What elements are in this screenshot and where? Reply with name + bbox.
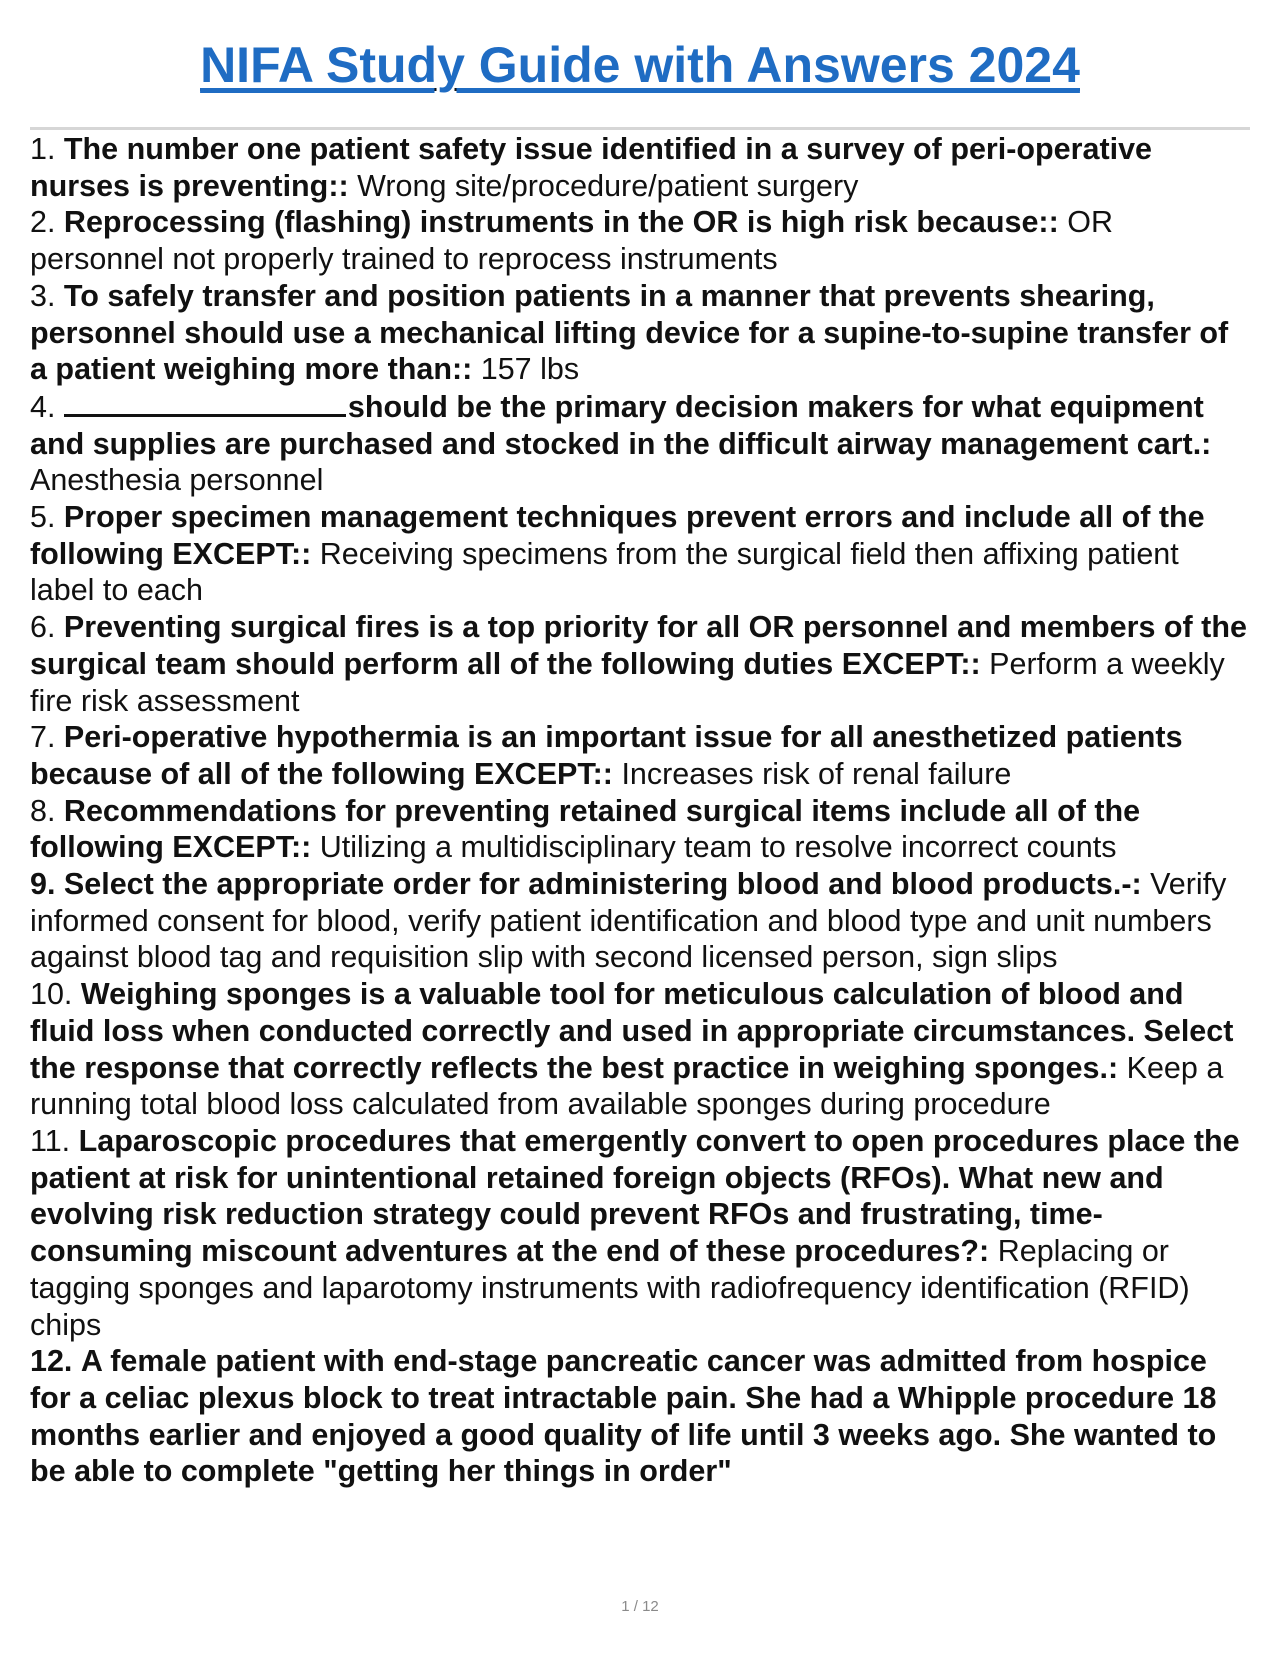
qa-item-9 (30, 866, 1250, 976)
qa-item-3 (30, 278, 1250, 388)
question-text: Select the appropriate order for administering blood and blood products.-: (63, 867, 1142, 902)
item-number: 12. (30, 1344, 73, 1379)
item-number: 7. (30, 720, 56, 755)
document-page (30, 0, 1250, 1656)
fill-in-blank-line (64, 388, 346, 417)
item-number: 4. (30, 389, 56, 424)
answer-text: Increases risk of renal failure (621, 756, 1012, 791)
answer-text: Keep a running total blood loss calculated from available sponges during procedure (30, 1050, 1224, 1122)
answer-text: Utilizing a multidisciplinary team to resolve incorrect counts (319, 830, 1117, 865)
answer-text: Anesthesia personnel (30, 463, 324, 498)
answer-text: Receiving specimens from the surgical field then affixing patient label to each (30, 536, 1179, 608)
answer-text: Verify informed consent for blood, verify patient identification and blood type and unit numbers against blood tag and requisition slip with second licensed person, sign slips (30, 867, 1227, 975)
question-text: should be the primary decision makers for what equipment and supplies are purchased and stocked in the difficult airway management cart.: (30, 389, 1212, 461)
answer-text: 157 lbs (480, 352, 580, 387)
answer-text: Wrong site/procedure/patient surgery (357, 168, 859, 203)
question-text: The number one patient safety issue identified in a survey of peri-operative nurses is preventing:: (30, 132, 1153, 203)
answer-text: Perform a weekly fire risk assessment (30, 646, 1225, 718)
page-number: 1 / 12 (621, 1598, 659, 1615)
document-title (30, 34, 1250, 96)
qa-item-1 (30, 131, 1250, 204)
item-number: 8. (30, 793, 56, 828)
answer-text: OR personnel not properly trained to reprocess instruments (30, 205, 1113, 277)
item-number: 11. (30, 1123, 71, 1158)
question-text: To safely transfer and position patients in a manner that prevents shearing, personnel should use a mechanical lifting device for a supine-to-supine transfer of a patient weighing more than:: (30, 278, 1229, 387)
qa-item-6 (30, 609, 1250, 719)
qa-item-11 (30, 1123, 1250, 1343)
question-text: Weighing sponges is a valuable tool for meticulous calculation of blood and fluid loss when conducted correctly and used in appropriate circumstances. Select the response that correctly reflects the best practice in weighing sponges.: (30, 977, 1234, 1085)
question-text: Laparoscopic procedures that emergently convert to open procedures place the patient at risk for unintentional retained foreign objects (RFOs). What new and evolving risk reduction strategy could prevent RFOs and frustrating, time-consuming miscount adventures at the end of these procedures?: (30, 1123, 1240, 1269)
qa-item-2 (30, 204, 1250, 277)
item-number: 3. (30, 278, 56, 313)
qa-item-5 (30, 499, 1250, 609)
item-number: 6. (30, 610, 56, 645)
question-text: Preventing surgical fires is a top priority for all OR personnel and members of the surgical team should perform all of the following duties EXCEPT:: (30, 610, 1247, 681)
item-number: 10. (30, 977, 73, 1012)
qa-item-7 (30, 719, 1250, 792)
answer-text: Replacing or tagging sponges and laparotomy instruments with radiofrequency identification (RFID) chips (30, 1234, 1190, 1342)
qa-item-4 (30, 388, 1250, 499)
qa-item-8 (30, 793, 1250, 866)
item-number: 9. (30, 867, 56, 902)
item-number: 2. (30, 205, 56, 240)
qa-item-10 (30, 976, 1250, 1123)
item-number: 5. (30, 500, 56, 535)
question-text: A female patient with end-stage pancreatic cancer was admitted from hospice for a celiac plexus block to treat intractable pain. She had a Whipple procedure 18 months earlier and enjoyed a good quality of life until 3 weeks ago. She wanted to be able to complete "getting her things in order" (30, 1344, 1217, 1489)
item-number: 1. (30, 132, 56, 166)
question-text: Proper specimen management techniques prevent errors and include all of the following EXCEPT:: (30, 500, 1205, 571)
document-title-link[interactable]: NIFA Study Guide with Answers 2024 (200, 37, 1080, 93)
question-text: Recommendations for preventing retained surgical items include all of the following EXCEPT:: (30, 793, 1141, 865)
title-divider (30, 127, 1250, 130)
qa-list (30, 131, 1250, 1490)
qa-item-12 (30, 1343, 1250, 1490)
question-text: Reprocessing (flashing) instruments in the OR is high risk because:: (63, 205, 1059, 240)
question-text: Peri-operative hypothermia is an important issue for all anesthetized patients because of all of the following EXCEPT:: (30, 720, 1183, 791)
